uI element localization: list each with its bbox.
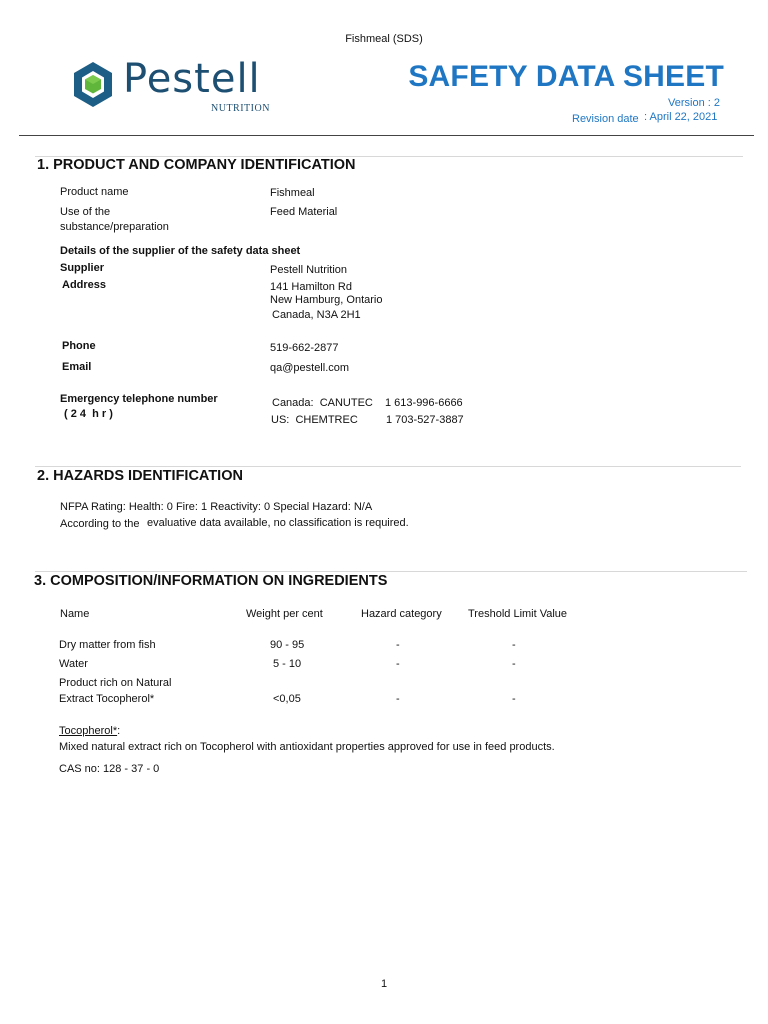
classification-text-part1: According to the	[60, 518, 140, 530]
table-row-name-line2: Extract Tocopherol*	[59, 693, 155, 705]
emergency-us-number: 1 703-527-3887	[386, 414, 464, 426]
tocopherol-heading-colon: :	[117, 725, 121, 737]
section3-divider	[35, 571, 747, 572]
supplier-value: Pestell Nutrition	[270, 264, 348, 276]
cas-number: CAS no: 128 - 37 - 0	[59, 763, 160, 775]
table-row-name: Dry matter from fish	[59, 639, 156, 651]
header-divider	[19, 135, 754, 136]
tocopherol-note-text: Mixed natural extract rich on Tocopherol with antioxidant properties approved for use in feed products.	[59, 741, 555, 753]
section2-title: 2. HAZARDS IDENTIFICATION	[37, 468, 243, 484]
classification-text-part2: evaluative data available, no classification is required.	[147, 517, 409, 529]
table-row-weight: 90 - 95	[270, 639, 305, 651]
pestell-logo	[71, 56, 281, 120]
use-value: Feed Material	[270, 206, 338, 218]
logo-subtitle: NUTRITION	[211, 103, 270, 114]
table-row-hazard: -	[396, 693, 400, 705]
address-label: Address	[62, 279, 107, 291]
address-line1: 141 Hamilton Rd	[270, 281, 352, 293]
table-row-tlv: -	[512, 658, 516, 670]
tocopherol-heading-text: Tocopherol*	[59, 725, 118, 737]
column-header-tlv: Treshold Limit Value	[468, 608, 568, 620]
section2-divider	[35, 466, 741, 467]
supplier-details-heading: Details of the supplier of the safety data sheet	[60, 245, 301, 257]
emergency-canada: Canada: CANUTEC	[272, 397, 373, 409]
phone-label: Phone	[62, 340, 96, 352]
address-line2: New Hamburg, Ontario	[270, 294, 383, 306]
emergency-us: US: CHEMTREC	[271, 414, 358, 426]
table-row-name: Water	[59, 658, 88, 670]
column-header-name: Name	[60, 608, 90, 620]
page-number: 1	[380, 978, 388, 990]
section1-title: 1. PRODUCT AND COMPANY IDENTIFICATION	[37, 157, 356, 173]
table-row-tlv: -	[512, 639, 516, 651]
table-row-hazard: -	[396, 639, 400, 651]
emergency-label-line2: ( 2 4 h r )	[64, 408, 113, 420]
tocopherol-note-heading	[59, 725, 120, 737]
table-row-name-line1: Product rich on Natural	[59, 677, 172, 689]
email-label: Email	[62, 361, 92, 373]
table-row-weight: <0,05	[273, 693, 301, 705]
product-name-value: Fishmeal	[270, 187, 315, 199]
emergency-canada-number: 1 613-996-6666	[385, 397, 463, 409]
product-name-label: Product name	[60, 186, 129, 198]
supplier-label: Supplier	[60, 262, 105, 274]
table-row-tlv: -	[512, 693, 516, 705]
table-row-weight: 5 - 10	[273, 658, 302, 670]
use-label-line1: Use of the	[60, 206, 111, 218]
column-header-hazard: Hazard category	[361, 608, 442, 620]
document-title: Fishmeal (SDS)	[345, 33, 423, 45]
address-line3: Canada, N3A 2H1	[272, 309, 361, 321]
use-label-line2: substance/preparation	[60, 221, 169, 233]
section3-title: 3. COMPOSITION/INFORMATION ON INGREDIENTS	[34, 573, 388, 589]
table-row-hazard: -	[396, 658, 400, 670]
emergency-label-line1: Emergency telephone number	[60, 393, 218, 405]
nfpa-rating: NFPA Rating: Health: 0 Fire: 1 Reactivity: 0 Special Hazard: N/A	[60, 501, 373, 513]
logo-wordmark: Pestell	[123, 56, 261, 102]
version-label: Version : 2	[668, 97, 720, 109]
sheet-title: SAFETY DATA SHEET	[408, 60, 724, 93]
email-value[interactable]: qa@pestell.com	[270, 362, 350, 374]
revision-date-label: Revision date	[572, 113, 639, 125]
phone-value: 519-662-2877	[270, 342, 339, 354]
revision-date-value: : April 22, 2021	[644, 111, 718, 123]
column-header-weight: Weight per cent	[246, 608, 323, 620]
